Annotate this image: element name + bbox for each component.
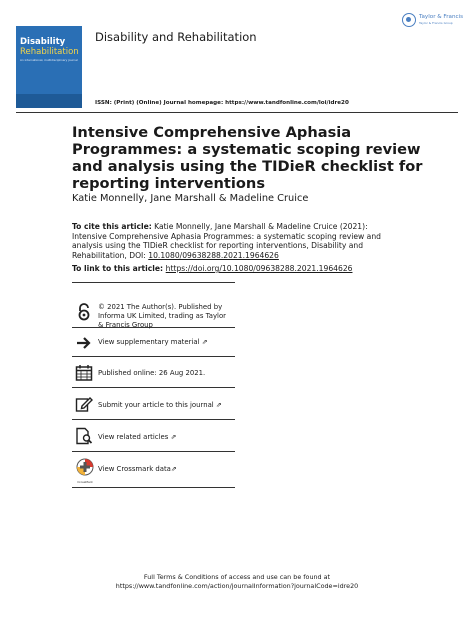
crossmark-link[interactable] [98, 465, 177, 474]
submit-article-label[interactable]: Submit your article to this journal [98, 401, 214, 409]
license-item [72, 298, 235, 328]
crossmark-badge-icon [75, 458, 95, 476]
external-link-icon: ⇗ [201, 338, 208, 346]
publisher-logo-name: Taylor & Francis [419, 14, 464, 20]
citation-doi-link[interactable]: 10.1080/09638288.2021.1964626 [148, 250, 279, 260]
journal-title: Disability and Rehabilitation [95, 30, 257, 44]
open-access-icon [75, 303, 93, 321]
license-text: © 2021 The Author(s). Published by Informa UK Limited, trading as Taylor & Francis Group [98, 303, 227, 329]
edit-icon [75, 395, 93, 413]
publisher-logo-tagline: Taylor & Francis Group [419, 21, 453, 25]
external-link-icon: ⇗ [170, 433, 177, 441]
crossmark-data-label[interactable]: View Crossmark data [98, 465, 171, 473]
crossmark-label: CrossMark [77, 480, 93, 484]
article-authors: Katie Monnelly, Jane Marshall & Madeline Cruice [72, 193, 309, 204]
related-articles-item[interactable] [72, 420, 235, 452]
issn-homepage-line[interactable]: ISSN: (Print) (Online) Journal homepage: https://www.tandfonline.com/loi/idre20 [95, 100, 349, 106]
external-link-icon: ⇗ [170, 465, 177, 473]
related-articles-link[interactable] [98, 433, 176, 442]
citation-label: To cite this article: [72, 222, 152, 231]
publisher-logo-icon [402, 13, 416, 27]
supplementary-material-item[interactable] [72, 328, 235, 357]
cover-subtitle: An international, multidisciplinary journal [20, 58, 78, 62]
article-link-line [72, 264, 352, 273]
crossmark-icon [75, 458, 95, 482]
supplementary-material-label[interactable]: View supplementary material [98, 338, 200, 346]
arrow-right-icon [75, 334, 93, 352]
cover-band [16, 94, 82, 108]
supplementary-material-link[interactable] [98, 338, 208, 347]
document-search-icon [75, 427, 93, 445]
submit-article-link[interactable] [98, 401, 222, 410]
footer-terms-line: Full Terms & Conditions of access and use can be found at [143, 573, 331, 581]
link-label: To link to this article: [72, 264, 166, 273]
calendar-icon [75, 364, 93, 382]
journal-cover-image [16, 26, 82, 108]
cover-title-line1: Disability [20, 37, 66, 47]
footer-terms-url[interactable]: https://www.tandfonline.com/action/journalInformation?journalCode=idre20 [115, 582, 359, 590]
external-link-icon: ⇗ [215, 401, 222, 409]
items-top-divider [72, 282, 235, 283]
publisher-logo [402, 12, 472, 32]
article-doi-link[interactable]: https://doi.org/10.1080/09638288.2021.1964626 [165, 264, 353, 273]
submit-article-item[interactable] [72, 388, 235, 420]
citation-text: Katie Monnelly, Jane Marshall & Madeline Cruice (2021): Intensive Comprehensive Aphasia Programmes: a systematic scoping review and analysis using the TIDieR checklist for reporting interventions, Disability and Rehabilitation, DOI: [72, 222, 381, 260]
published-date-item [72, 357, 235, 388]
article-title: Intensive Comprehensive Aphasia Programmes: a systematic scoping review and analysis using the TIDieR checklist for reporting interventions [72, 124, 423, 192]
citation-block [72, 222, 392, 260]
related-articles-label[interactable]: View related articles [98, 433, 169, 441]
header-divider [16, 112, 458, 113]
crossmark-item[interactable] [72, 452, 235, 488]
cover-title-line2: Rehabilitation [20, 47, 79, 57]
published-date-text: Published online: 26 Aug 2021. [98, 369, 206, 377]
